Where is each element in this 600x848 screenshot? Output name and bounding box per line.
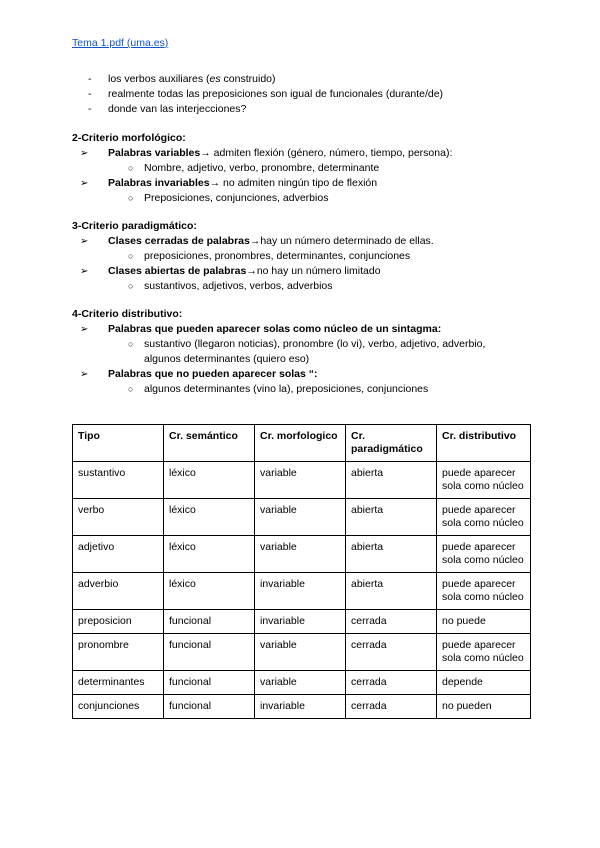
table-cell: determinantes — [73, 671, 164, 695]
table-cell: no pueden — [437, 695, 531, 719]
table-row — [73, 634, 531, 671]
section-distributivo — [72, 307, 542, 397]
table-cell: invariable — [255, 695, 346, 719]
column-header: Cr. semántico — [164, 425, 255, 462]
table-cell: no puede — [437, 610, 531, 634]
list-item: - realmente todas las preposiciones son igual de funcionales (durante/de) — [88, 88, 444, 100]
circle-bullet-icon: ○ — [128, 163, 134, 173]
column-header: Cr. morfologico — [255, 425, 346, 462]
table-row — [73, 671, 531, 695]
column-header: Cr. distributivo — [437, 425, 531, 462]
table-cell: adjetivo — [73, 536, 164, 573]
table-cell: funcional — [164, 695, 255, 719]
table-cell: abierta — [346, 573, 437, 610]
table-cell: adverbio — [73, 573, 164, 610]
table-cell: sustantivo — [73, 462, 164, 499]
table-cell: variable — [255, 671, 346, 695]
sub-list-item: ○ sustantivo (llegaron noticias), pronombre (lo vi), verbo, adjetivo, adverbio, algunos determinantes (quiero eso) — [128, 338, 486, 365]
table-cell: abierta — [346, 462, 437, 499]
column-header: Tipo — [73, 425, 164, 462]
circle-bullet-icon: ○ — [128, 384, 134, 394]
table-cell: pronombre — [73, 634, 164, 671]
table-cell: cerrada — [346, 610, 437, 634]
list-item: ➢ Clases abiertas de palabras→no hay un número limitado — [80, 265, 381, 277]
column-header: Cr. paradigmático — [346, 425, 437, 462]
table-row — [73, 695, 531, 719]
table-cell: léxico — [164, 462, 255, 499]
table-cell: funcional — [164, 610, 255, 634]
table-cell: cerrada — [346, 671, 437, 695]
table-cell: funcional — [164, 671, 255, 695]
list-item: - donde van las interjecciones? — [88, 103, 247, 115]
table-cell: puede aparecer sola como núcleo — [437, 573, 531, 610]
sub-list-item: ○ Nombre, adjetivo, verbo, pronombre, determinante — [128, 162, 380, 174]
section-title: 3-Criterio paradigmático: — [72, 220, 197, 232]
list-item: ➢ Palabras variables→ admiten flexión (género, número, tiempo, persona): — [80, 147, 453, 159]
circle-bullet-icon: ○ — [128, 193, 134, 203]
table-cell: funcional — [164, 634, 255, 671]
table-row — [73, 462, 531, 499]
section-paradigmatico — [72, 219, 542, 294]
table-cell: cerrada — [346, 634, 437, 671]
table-cell: conjunciones — [73, 695, 164, 719]
list-item: - los verbos auxiliares (es construido) — [88, 73, 276, 85]
arrow-bullet-icon: ➢ — [80, 324, 89, 335]
sub-list-item: ○ preposiciones, pronombres, determinantes, conjunciones — [128, 250, 411, 262]
arrow-bullet-icon: ➢ — [80, 369, 89, 380]
table-row — [73, 536, 531, 573]
table-row — [73, 499, 531, 536]
table-cell: variable — [255, 462, 346, 499]
section-morfologico — [72, 131, 542, 206]
section-title: 4-Criterio distributivo: — [72, 308, 183, 320]
arrow-bullet-icon: ➢ — [80, 148, 89, 159]
table-cell: abierta — [346, 499, 437, 536]
word-classes-table — [72, 424, 531, 719]
table-cell: léxico — [164, 499, 255, 536]
sub-list-item: ○ algunos determinantes (vino la), preposiciones, conjunciones — [128, 383, 429, 395]
list-item: ➢ Palabras que no pueden aparecer solas “: — [80, 368, 318, 380]
table-cell: puede aparecer sola como núcleo — [437, 462, 531, 499]
arrow-bullet-icon: ➢ — [80, 266, 89, 277]
arrow-bullet-icon: ➢ — [80, 178, 89, 189]
list-item: ➢ Palabras que pueden aparecer solas como núcleo de un sintagma: — [80, 323, 442, 335]
table-row — [73, 610, 531, 634]
sub-list-item: ○ sustantivos, adjetivos, verbos, adverbios — [128, 280, 333, 292]
table-cell: invariable — [255, 573, 346, 610]
arrow-bullet-icon: ➢ — [80, 236, 89, 247]
table-cell: puede aparecer sola como núcleo — [437, 499, 531, 536]
table-cell: cerrada — [346, 695, 437, 719]
table-cell: léxico — [164, 536, 255, 573]
circle-bullet-icon: ○ — [128, 281, 134, 291]
table-cell: depende — [437, 671, 531, 695]
table-cell: variable — [255, 499, 346, 536]
table-row — [73, 573, 531, 610]
section-title: 2-Criterio morfológico: — [72, 132, 186, 144]
table-cell: preposicion — [73, 610, 164, 634]
list-item: ➢ Palabras invariables→ no admiten ningún tipo de flexión — [80, 177, 378, 189]
notes-list — [88, 72, 443, 117]
table-cell: invariable — [255, 610, 346, 634]
table-cell: léxico — [164, 573, 255, 610]
circle-bullet-icon: ○ — [128, 339, 134, 349]
circle-bullet-icon: ○ — [128, 251, 134, 261]
table-cell: puede aparecer sola como núcleo — [437, 634, 531, 671]
sub-list-item: ○ Preposiciones, conjunciones, adverbios — [128, 192, 329, 204]
table-cell: abierta — [346, 536, 437, 573]
table-header-row — [73, 425, 531, 462]
list-item: ➢ Clases cerradas de palabras→hay un número determinado de ellas. — [80, 235, 434, 247]
table-cell: verbo — [73, 499, 164, 536]
source-link[interactable]: Tema 1.pdf (uma.es) — [72, 37, 169, 49]
table-cell: puede aparecer sola como núcleo — [437, 536, 531, 573]
table-cell: variable — [255, 634, 346, 671]
table-cell: variable — [255, 536, 346, 573]
